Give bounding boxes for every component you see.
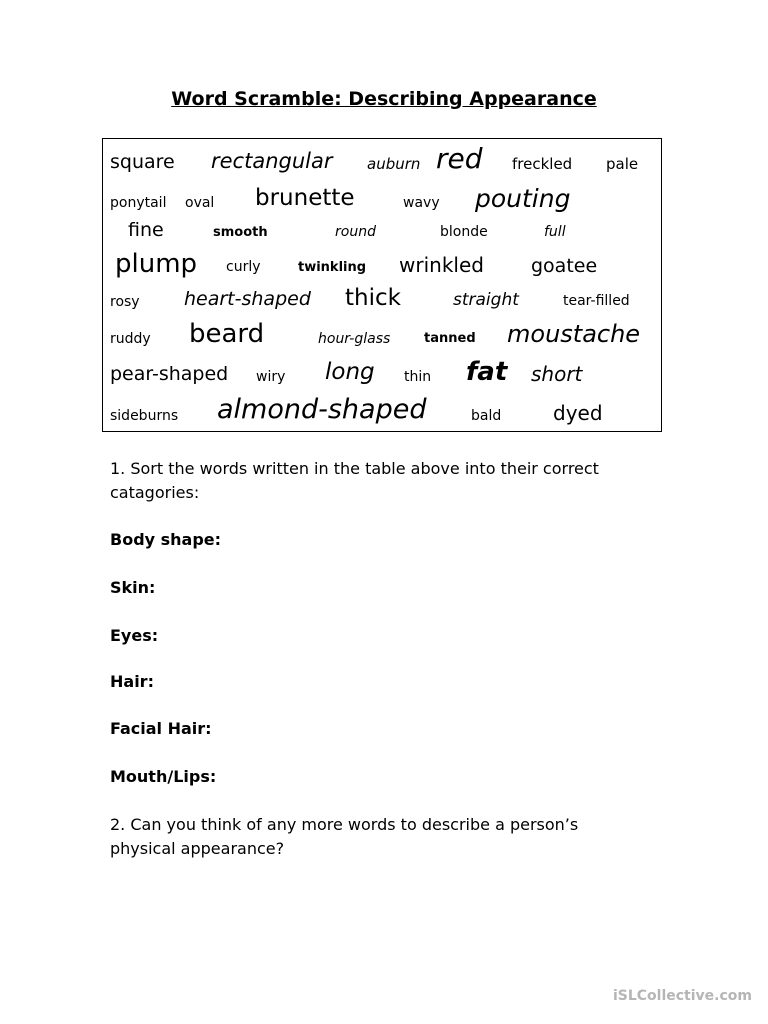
word: full (544, 224, 566, 240)
word: fat (466, 357, 508, 387)
word: ponytail (110, 195, 167, 211)
category-body-shape: Body shape: (110, 530, 222, 549)
word: tanned (424, 331, 476, 346)
category-skin: Skin: (110, 578, 156, 597)
word: wavy (403, 195, 440, 211)
word: wrinkled (399, 253, 484, 277)
word: oval (185, 195, 215, 211)
word: rosy (110, 294, 140, 310)
word: curly (226, 259, 261, 275)
word: dyed (553, 401, 603, 425)
word: tear-filled (563, 293, 630, 309)
word: rectangular (211, 149, 333, 173)
word: twinkling (298, 260, 367, 275)
word: brunette (255, 185, 355, 211)
word: round (335, 224, 376, 240)
word: square (110, 151, 175, 173)
word: auburn (367, 155, 421, 173)
word: beard (189, 319, 265, 349)
word: short (531, 362, 583, 386)
worksheet-title: Word Scramble: Describing Appearance (171, 88, 597, 110)
word: pale (606, 155, 639, 173)
word: thick (345, 285, 401, 311)
word: straight (453, 290, 519, 310)
watermark: iSLCollective.com (612, 988, 752, 1004)
question-2: 2. Can you think of any more words to describe a person’s physical appearance? (110, 815, 579, 858)
word: heart-shaped (184, 288, 311, 310)
word: almond-shaped (217, 394, 427, 425)
word: plump (115, 249, 198, 279)
word: sideburns (110, 408, 179, 424)
word: smooth (213, 225, 268, 240)
word: red (436, 142, 483, 175)
category-hair: Hair: (110, 672, 154, 691)
category-mouth-lips: Mouth/Lips: (110, 767, 217, 786)
word: moustache (507, 320, 641, 348)
word: pear-shaped (110, 363, 229, 385)
word: fine (128, 219, 164, 241)
word: goatee (531, 255, 598, 277)
word: wiry (256, 369, 286, 385)
word: hour-glass (318, 331, 391, 347)
category-eyes: Eyes: (110, 626, 159, 645)
word: pouting (475, 184, 571, 213)
word: blonde (440, 224, 488, 240)
word: bald (471, 408, 502, 424)
category-facial-hair: Facial Hair: (110, 719, 212, 738)
word: long (325, 359, 375, 385)
word: freckled (512, 155, 573, 173)
question-1: 1. Sort the words written in the table above into their correct catagories: (110, 459, 599, 502)
word: thin (404, 369, 432, 385)
word: ruddy (110, 331, 151, 347)
